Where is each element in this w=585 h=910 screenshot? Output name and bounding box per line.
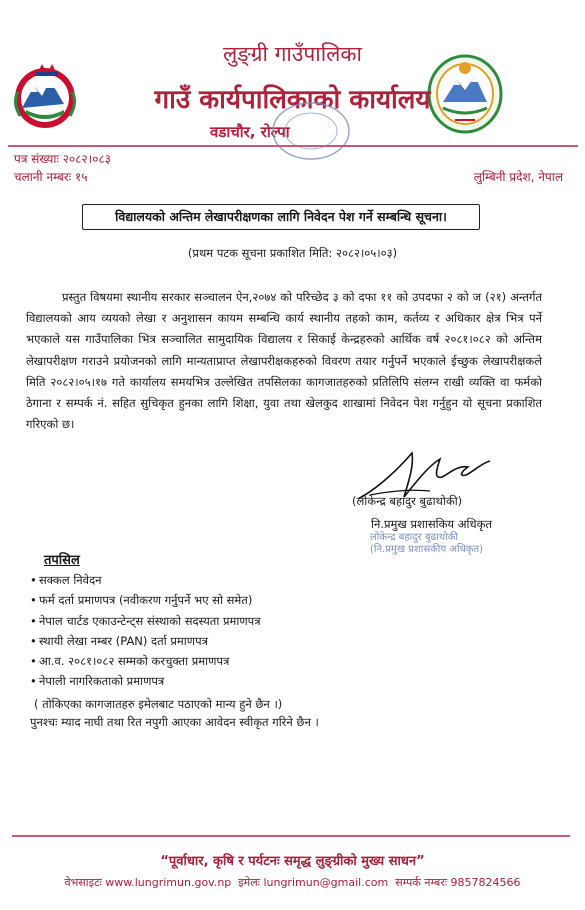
footer-divider [12,835,570,837]
website-label: वेभसाइटः [64,876,102,889]
footer-contact [0,875,585,890]
letter-number: पत्र संख्याः २०८२।०८३ [14,152,111,166]
notice-title: विद्यालयको अन्तिम लेखापरीक्षणका लागि निवेदन पेश गर्ने सम्बन्धि सूचना। [82,204,480,230]
email-note: ( तोकिएका कागजातहरु इमेलबाट पठाएको मान्य हुने छैन ।) [34,697,283,711]
office-address: वडाचौर, रोल्पा [210,123,290,141]
municipality-name: लुङ्ग्री गाउँपालिका [223,42,362,66]
list-item: • फर्म दर्ता प्रमाणपत्र (नवीकरण गर्नुपर्ने भए सो समेत) [30,593,253,608]
signatory-stamp-title: (नि.प्रमुख प्रशासकीय अधिकृत) [370,544,483,555]
dispatch-number: चलानी नम्बरः १५ [14,170,88,184]
phone-number: 9857824566 [450,876,521,889]
postscript-note: पुनश्चः म्याद नाघी तथा रित नपुगी आएका आवेदन स्वीकृत गरिने छैन । [30,715,319,729]
publish-date: (प्रथम पटक सूचना प्रकाशित मिति: २०८२।०५।०३) [187,246,398,260]
list-item: • नेपाल चार्टड एकाउन्टेन्ट्स संस्थाको सदस्यता प्रमाणपत्र [30,613,261,628]
list-item: • स्थायी लेखा नम्बर (PAN) दर्ता प्रमाणपत्र [30,633,208,648]
email-label: इमेलः [238,876,260,889]
list-item: • नेपाली नागरिकताको प्रमाणपत्र [30,674,165,689]
signatory-stamp-name: लोकेन्द्र बहादुर बुढाथोकी [370,532,458,543]
header-divider [8,145,578,147]
signatory-stamp [370,532,515,562]
signatory-title: नि.प्रमुख प्रशासकिय अधिकृत [371,517,492,531]
website-link[interactable]: www.lungrimun.gov.np [105,876,232,889]
list-item: • आ.व. २०८१।०८२ सम्मको करचुक्ता प्रमाणपत्र [30,654,230,669]
office-stamp [270,100,352,162]
tapsil-list [30,570,261,692]
list-item: • सक्कल निवेदन [30,573,102,587]
province-label: लुम्बिनी प्रदेश, नेपाल [473,170,563,184]
phone-label: सम्पर्क नम्बरः [395,876,448,889]
signatory-name: (लोकेन्द्र बहादुर बुढाथोकी) [352,494,463,508]
footer-slogan: “पूर्वाधार, कृषि र पर्यटनः समृद्ध लुङ्ग्रीको मुख्य साधन” [160,854,425,869]
email-link[interactable]: lungrimun@gmail.com [263,876,389,889]
notice-body: प्रस्तुत विषयमा स्थानीय सरकार सञ्चालन ऐन,२०७४ को परिच्छेद ३ को दफा ११ को उपदफा २ को ज (२१) अन्तर्गत विद्यालयको आय व्ययको लेखा र अनुशासन कायम सम्बन्धि कार्य स्थानीय तहको काम, कर्तव्य र अधिकार क्षेत्र भित्र पर्ने भएकाले यस गाउँपालिका भित्र सञ्चालित सामुदायिक विद्यालय र सिकाई केन्द्रहरुको आर्थिक वर्ष २०८१।०८२ को अन्तिम लेखापरीक्षण गराउने प्रयोजनको लागि मान्यताप्राप्त लेखापरीक्षकहरुको विवरण तयार गर्नुपर्ने भएकाले ईच्छुक लेखापरीक्षकले मिति २०८२।०५।१७ गते कार्यालय समयभित्र उल्लेखित तपसिलका कागजातहरुको प्रतिलिपि संलग्न राखी व्यक्ति वा फर्मको ठेगाना र सम्पर्क नं. सहित सुचिकृत हुनका लागि शिक्षा, युवा तथा खेलकुद शाखामां निवेदन पेश गर्नुहुन यो सूचना प्रकाशित गरिएको छ। [26,290,542,432]
tapsil-heading: तपसिल [44,553,80,568]
office-name: गाउँ कार्यपालिकाको कार्यालय [154,85,431,115]
